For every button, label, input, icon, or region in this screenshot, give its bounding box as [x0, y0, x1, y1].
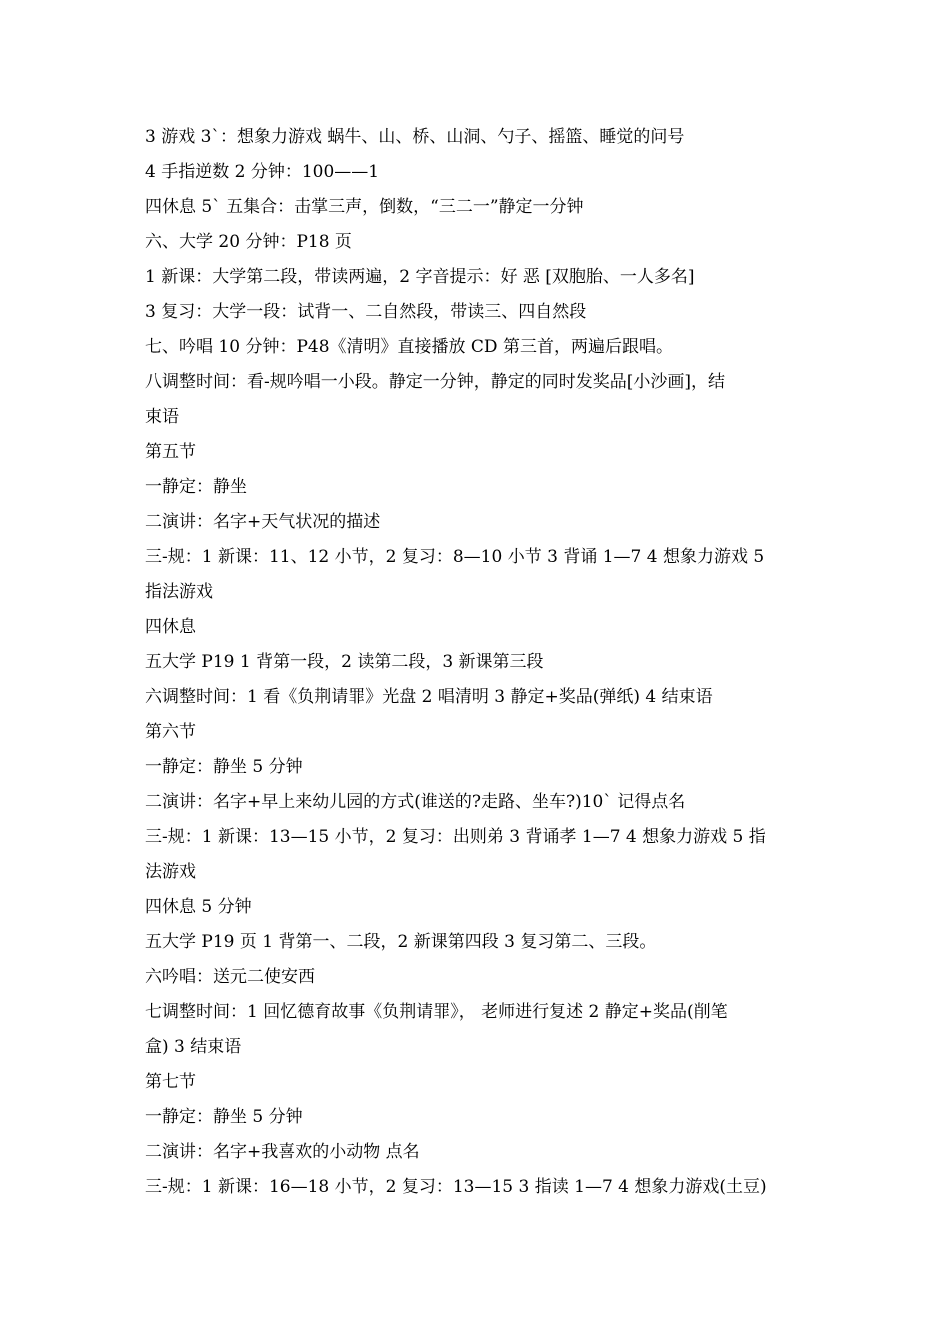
text-line: 3 游戏 3`：想象力游戏 蜗牛、山、桥、山洞、勺子、摇篮、睡觉的问号: [145, 127, 685, 147]
section-heading: 第五节: [145, 442, 196, 462]
document-body: [145, 120, 810, 1205]
text-line: 二演讲：名字+天气状况的描述: [145, 512, 381, 532]
text-line: 三-规：1 新课：13—15 小节，2 复习：出则弟 3 背诵孝 1—7 4 想象力游戏 5 指: [145, 827, 766, 847]
text-line: 六吟唱：送元二使安西: [145, 967, 315, 987]
text-line: 4 手指逆数 2 分钟：100——1: [145, 162, 380, 182]
text-line: 四休息: [145, 617, 196, 637]
text-line: 二演讲：名字+我喜欢的小动物 点名: [145, 1142, 420, 1162]
text-line: 一静定：静坐 5 分钟: [145, 1107, 303, 1127]
text-line: 八调整时间：看-规吟唱一小段。静定一分钟，静定的同时发奖品[小沙画]，结: [145, 372, 726, 392]
text-line: 束语: [145, 407, 179, 427]
text-line: 1 新课：大学第二段，带读两遍，2 字音提示：好 恶 [双胞胎、一人多名]: [145, 267, 695, 287]
text-line: 四休息 5` 五集合：击掌三声，倒数，“三二一”静定一分钟: [145, 197, 584, 217]
section-heading: 第七节: [145, 1072, 196, 1092]
text-line: 指法游戏: [145, 582, 213, 602]
text-line: 六调整时间：1 看《负荆请罪》光盘 2 唱清明 3 静定+奖品(弹纸) 4 结束语: [145, 687, 713, 707]
text-line: 一静定：静坐 5 分钟: [145, 757, 303, 777]
text-line: 五大学 P19 1 背第一段，2 读第二段，3 新课第三段: [145, 652, 544, 672]
text-line: 四休息 5 分钟: [145, 897, 252, 917]
text-line: 盒) 3 结束语: [145, 1037, 242, 1057]
text-line: 3 复习：大学一段：试背一、二自然段，带读三、四自然段: [145, 302, 587, 322]
text-line: 二演讲：名字+早上来幼儿园的方式(谁送的?走路、坐车?)10` 记得点名: [145, 792, 686, 812]
text-line: 六、大学 20 分钟：P18 页: [145, 232, 352, 252]
text-line: 五大学 P19 页 1 背第一、二段，2 新课第四段 3 复习第二、三段。: [145, 932, 657, 952]
text-line: 三-规：1 新课：11、12 小节，2 复习：8—10 小节 3 背诵 1—7 4 想象力游戏 5: [145, 547, 765, 567]
text-line: 七调整时间：1 回忆德育故事《负荆请罪》， 老师进行复述 2 静定+奖品(削笔: [145, 1002, 728, 1022]
text-line: 三-规：1 新课：16—18 小节，2 复习：13—15 3 指读 1—7 4 想象力游戏(土豆): [145, 1177, 767, 1197]
text-line: 七、吟唱 10 分钟：P48《清明》直接播放 CD 第三首，两遍后跟唱。: [145, 337, 673, 357]
section-heading: 第六节: [145, 722, 196, 742]
text-line: 一静定：静坐: [145, 477, 247, 497]
text-line: 法游戏: [145, 862, 196, 882]
